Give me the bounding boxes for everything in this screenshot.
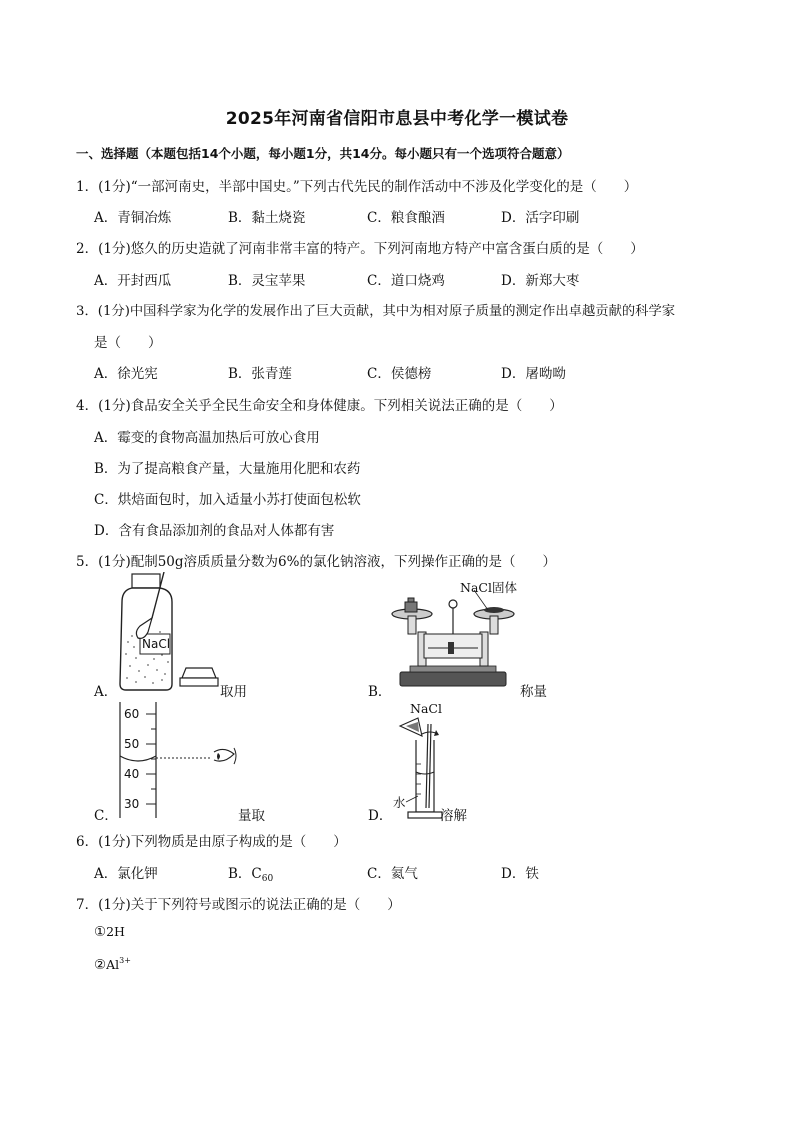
section-heading: 一、选择题（本题包括14个小题，每小题1分，共14分。每小题只有一个选项符合题意） xyxy=(76,146,570,161)
q6-option-d: D．铁 xyxy=(501,866,539,882)
question-2-stem: 2．(1分)悠久的历史造就了河南非常丰富的特产。下列河南地方特产中富含蛋白质的是（ ） xyxy=(76,241,644,257)
q5-figure-a-letter: A． xyxy=(94,684,118,700)
q5-figure-c-letter: C． xyxy=(94,808,118,824)
q3-option-d: D．屠呦呦 xyxy=(501,366,566,382)
q5-figure-c-caption: 量取 xyxy=(238,808,265,824)
q7-item-2-num: ② xyxy=(94,957,107,973)
q6-option-b-text: B．C xyxy=(228,866,262,882)
question-3-stem: 3．(1分)中国科学家为化学的发展作出了巨大贡献，其中为相对原子质量的测定作出卓越贡献的科学家 xyxy=(76,304,676,319)
q7-item-2-sup: 3+ xyxy=(119,956,131,965)
q5-figure-b-caption: 称量 xyxy=(520,684,547,700)
c60-subscript: 60 xyxy=(261,874,274,884)
q7-item-1-text: 2H xyxy=(106,924,125,939)
q2-option-b: B．灵宝苹果 xyxy=(228,273,306,289)
q1-option-b: B．黏土烧瓷 xyxy=(228,210,306,226)
question-1-stem: 1．(1分)“一部河南史，半部中国史。”下列古代先民的制作活动中不涉及化学变化的是（ ） xyxy=(76,179,638,195)
q7-item-1-num: ① xyxy=(94,924,107,940)
q5-figure-b-tag: NaCl固体 xyxy=(460,580,517,595)
q7-item-1 xyxy=(94,924,125,940)
cylinder-tick-50: 50 xyxy=(124,737,140,751)
q1-option-d: D．活字印刷 xyxy=(501,210,580,226)
question-3-stem-cont: 是（ ） xyxy=(94,335,162,351)
q3-option-a: A．徐光宪 xyxy=(94,366,158,382)
q4-option-d: D．含有食品添加剂的食品对人体都有害 xyxy=(94,523,335,539)
q6-option-c: C．氦气 xyxy=(367,866,418,882)
balance-figure xyxy=(390,586,516,692)
question-7-stem: 7．(1分)关于下列符号或图示的说法正确的是（ ） xyxy=(76,897,401,913)
q4-option-c: C．烘焙面包时，加入适量小苏打使面包松软 xyxy=(94,492,361,508)
cylinder-tick-60: 60 xyxy=(124,707,140,721)
q5-figure-d-letter: D． xyxy=(368,808,393,824)
q5-figure-b-letter: B． xyxy=(368,684,392,700)
question-5-stem: 5．(1分)配制50g溶质质量分数为6%的氯化钠溶液，下列操作正确的是（ ） xyxy=(76,554,556,570)
q6-option-b xyxy=(228,862,273,884)
q1-option-a: A．青铜冶炼 xyxy=(94,210,172,226)
cylinder-tick-30: 30 xyxy=(124,797,140,811)
q5-figure-d-tag: NaCl xyxy=(410,701,442,716)
q2-option-d: D．新郑大枣 xyxy=(501,273,580,289)
q5-figure-d-water: 水 xyxy=(393,795,406,810)
q7-item-2-text: Al xyxy=(106,957,120,972)
q2-option-c: C．道口烧鸡 xyxy=(367,273,445,289)
cylinder-tick-40: 40 xyxy=(124,767,140,781)
q3-option-c: C．侯德榜 xyxy=(367,366,432,382)
q5-figure-a-tag: NaCl xyxy=(142,637,171,651)
q3-option-b: B．张青莲 xyxy=(228,366,292,382)
question-6-stem: 6．(1分)下列物质是由原子构成的是（ ） xyxy=(76,834,347,850)
exam-title: 2025年河南省信阳市息县中考化学一模试卷 xyxy=(225,109,569,129)
q5-figure-d-caption: 溶解 xyxy=(440,808,467,824)
q4-option-b: B．为了提高粮食产量，大量施用化肥和农药 xyxy=(94,461,361,477)
q1-option-c: C．粮食酿酒 xyxy=(367,210,445,226)
q7-item-2 xyxy=(94,956,131,973)
reagent-bottle-figure xyxy=(112,572,222,694)
q6-option-a: A．氯化钾 xyxy=(94,866,158,882)
question-4-stem: 4．(1分)食品安全关乎全民生命安全和身体健康。下列相关说法正确的是（ ） xyxy=(76,398,563,414)
q5-figure-a-caption: 取用 xyxy=(220,684,247,700)
q4-option-a: A．霉变的食物高温加热后可放心食用 xyxy=(94,430,320,446)
q2-option-a: A．开封西瓜 xyxy=(94,273,172,289)
